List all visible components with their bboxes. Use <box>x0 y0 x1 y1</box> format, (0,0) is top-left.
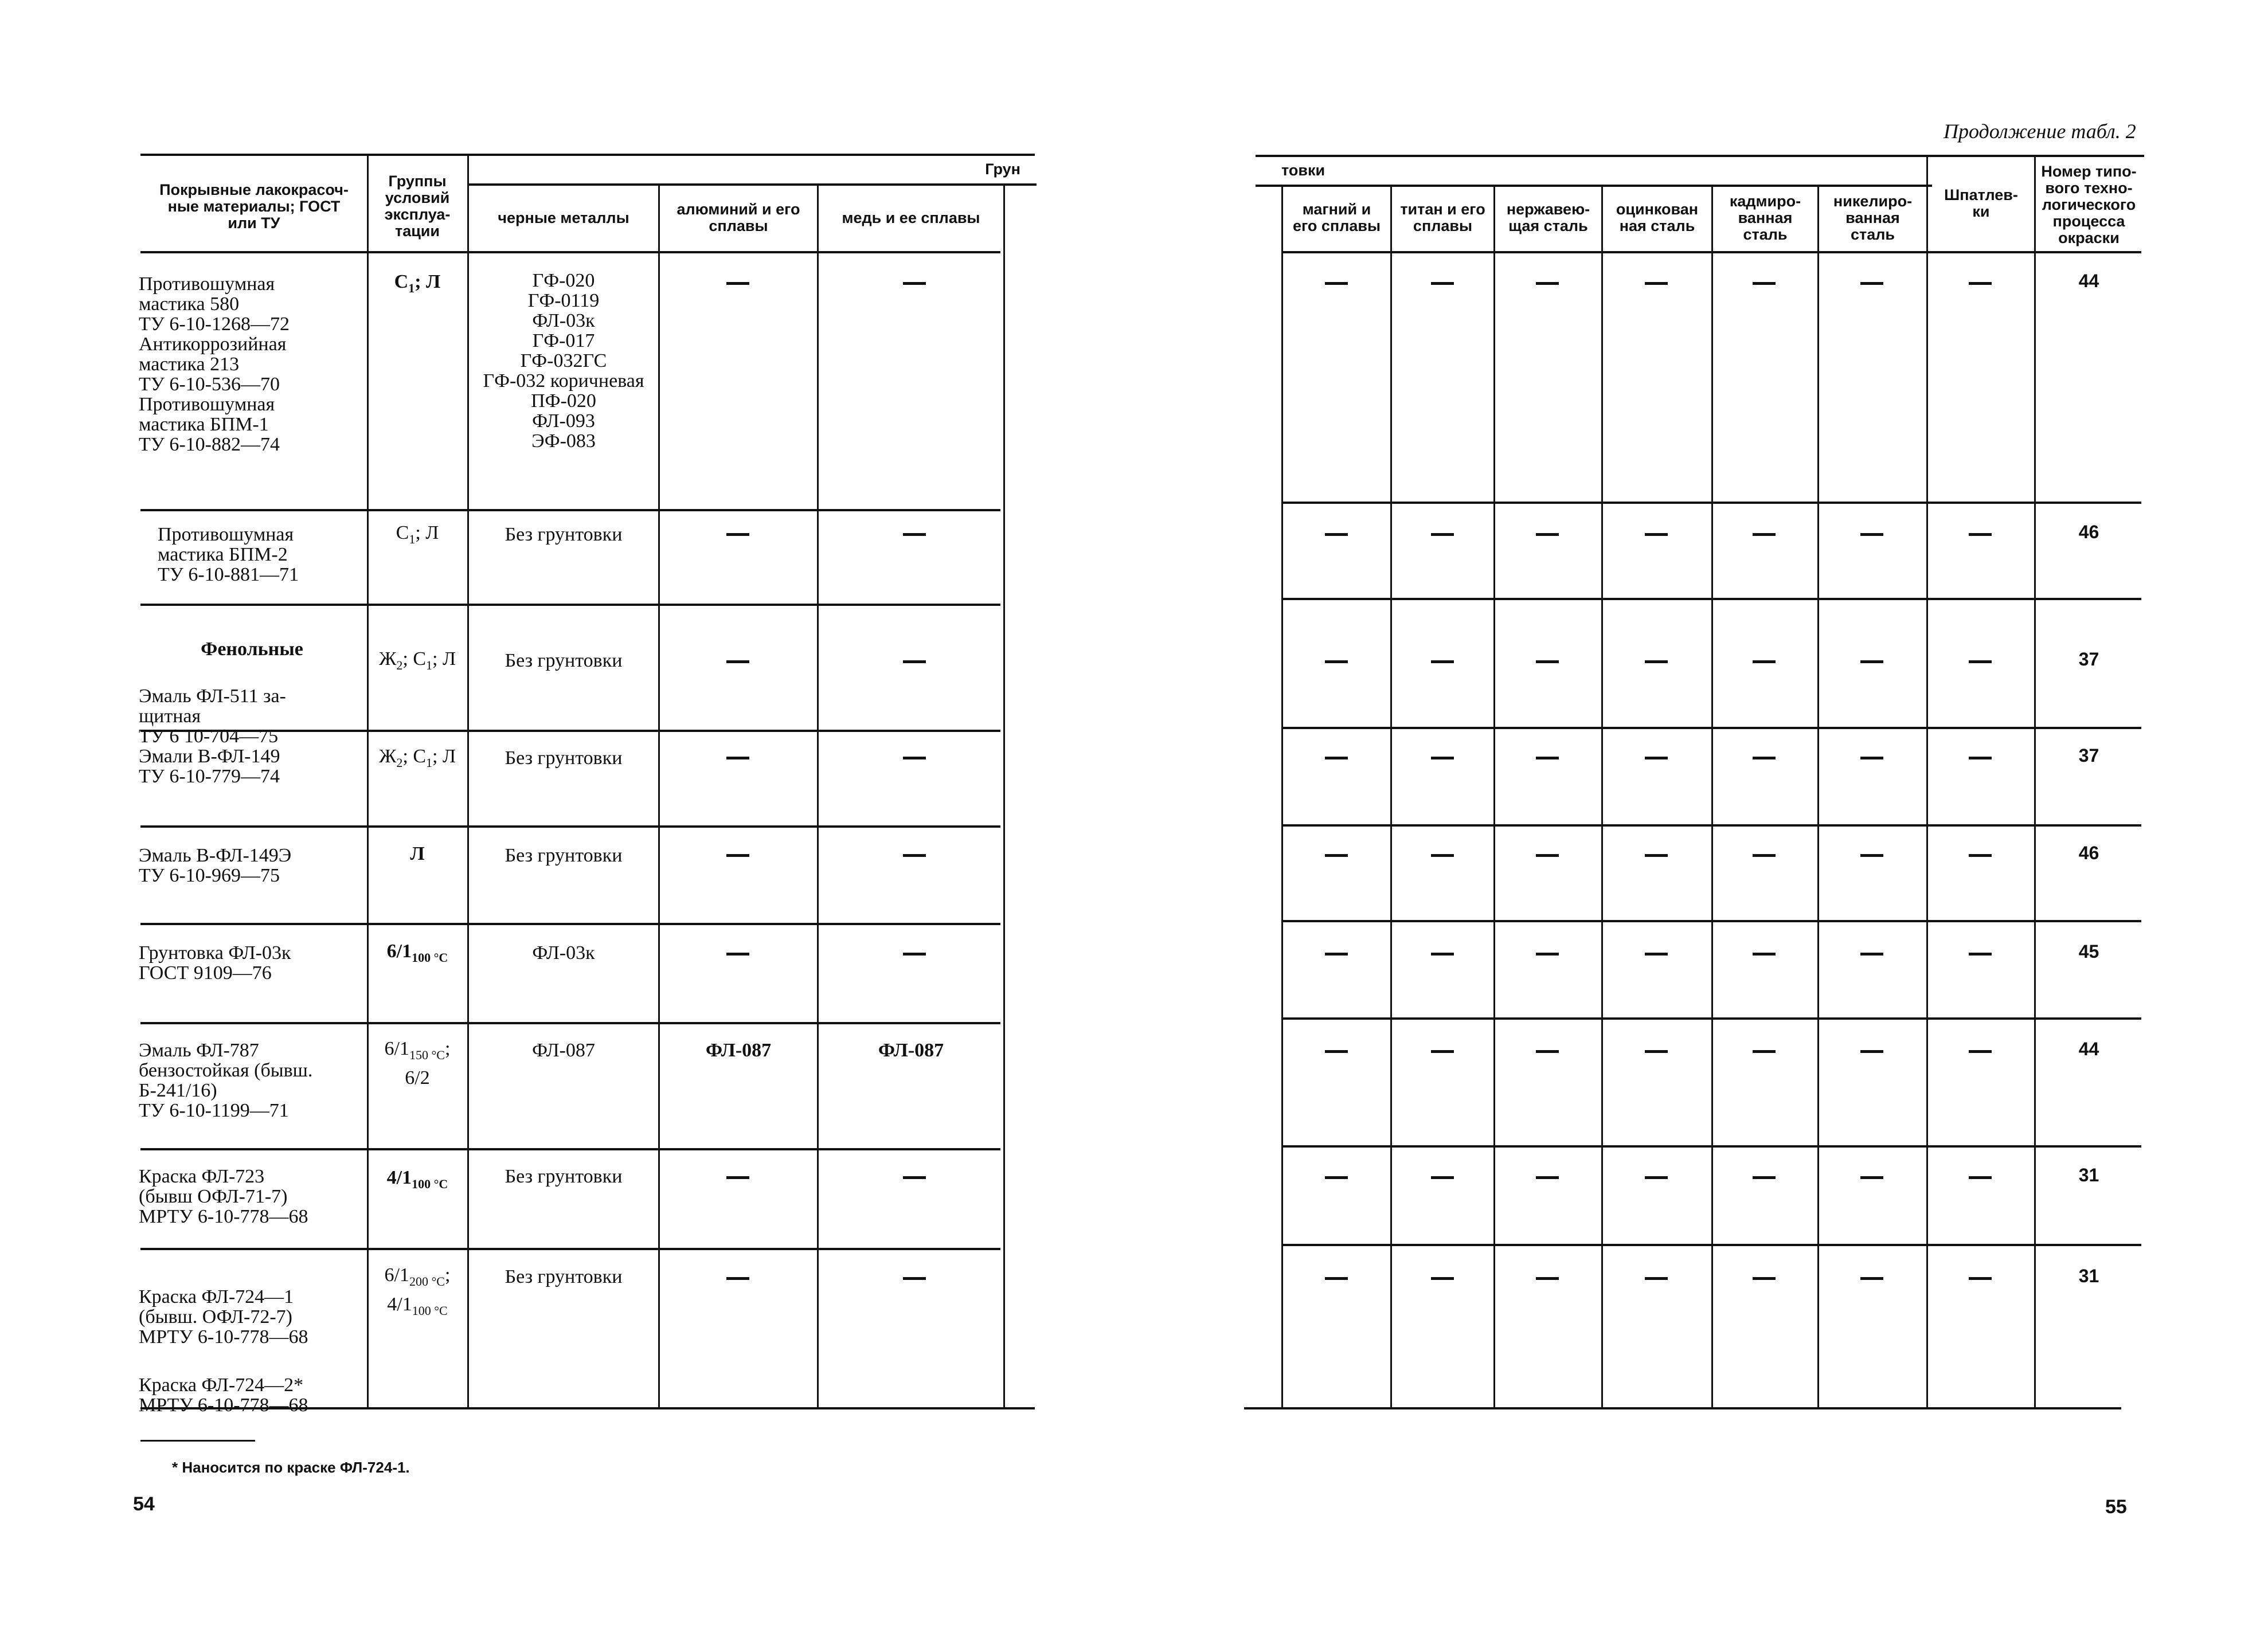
empty-dash <box>1325 1176 1348 1179</box>
material-text: Эмаль ФЛ-511 за- щитная ТУ 6 10-704—75 <box>139 686 286 747</box>
empty-dash <box>1860 757 1883 759</box>
right-top-rule <box>1256 155 2144 157</box>
empty-dash <box>1325 1277 1348 1280</box>
empty-dash <box>1325 533 1348 536</box>
process-number: 44 <box>2078 1039 2099 1059</box>
ferrous-cell: Без грунтовки <box>505 1266 623 1287</box>
left-header-bottom-rule <box>140 251 1000 253</box>
material-cell: Эмаль В-ФЛ-149Э ТУ 6-10-969—75 <box>139 845 292 886</box>
left-row-rule <box>140 1248 1000 1250</box>
copper-cell: ФЛ-087 <box>878 1040 944 1061</box>
empty-dash <box>1325 660 1348 663</box>
empty-dash <box>1536 854 1559 857</box>
group-cell: $C_1$; Л <box>394 271 441 295</box>
empty-dash <box>1431 953 1454 956</box>
aluminum-dash <box>726 953 749 956</box>
header-primer-right: товки <box>1281 161 1325 179</box>
empty-dash <box>1536 1050 1559 1053</box>
empty-dash <box>1325 854 1348 857</box>
empty-dash <box>1860 854 1883 857</box>
empty-dash <box>1860 1176 1883 1179</box>
group-cell: $6/1_{150 ^\circ C}$; 6/2 <box>384 1038 451 1088</box>
header-titanium: титан и его сплавы <box>1400 201 1485 234</box>
material-cell <box>139 1267 365 1415</box>
header-copper: медь и ее сплавы <box>842 209 980 226</box>
ferrous-cell: Без грунтовки <box>505 650 623 671</box>
empty-dash <box>1645 1176 1668 1179</box>
header-aluminum: алюминий и его сплавы <box>677 201 800 234</box>
group-cell: $C_1$; Л <box>396 522 439 546</box>
empty-dash <box>1645 282 1668 285</box>
empty-dash <box>1860 1277 1883 1280</box>
aluminum-dash <box>726 1176 749 1179</box>
material-text-2: Краска ФЛ-724—2* МРТУ 6-10-778—68 <box>139 1375 308 1416</box>
left-row-rule <box>140 923 1000 925</box>
empty-dash <box>1431 1277 1454 1280</box>
empty-dash <box>1753 1277 1776 1280</box>
copper-dash <box>903 757 926 759</box>
left-top-rule <box>140 154 1035 156</box>
empty-dash <box>1645 953 1668 956</box>
process-number: 37 <box>2078 745 2099 766</box>
empty-dash <box>1536 1277 1559 1280</box>
header-magnesium: магний и его сплавы <box>1292 201 1381 234</box>
empty-dash <box>1969 757 1992 759</box>
copper-dash <box>903 533 926 536</box>
left-col-divider <box>367 154 369 1407</box>
empty-dash <box>1431 1176 1454 1179</box>
empty-dash <box>1969 533 1992 536</box>
page-number-left: 54 <box>133 1493 155 1515</box>
group-cell: $4/1_{100 ^\circ C}$ <box>386 1167 448 1191</box>
section-title: Фенольные <box>201 639 303 660</box>
empty-dash <box>1536 757 1559 759</box>
right-col-divider <box>1281 186 1283 1407</box>
aluminum-dash <box>726 282 749 285</box>
group-cell: $Ж_2$; $C_1$; Л <box>378 648 456 672</box>
header-ferrous: черные металлы <box>498 209 629 226</box>
empty-dash <box>1753 854 1776 857</box>
right-col-divider <box>1493 186 1495 1407</box>
empty-dash <box>1431 757 1454 759</box>
copper-dash <box>903 953 926 956</box>
material-cell: Эмаль ФЛ-787 бензостойкая (бывш. Б-241/16) ТУ 6-10-1199—71 <box>139 1040 313 1121</box>
right-subheader-rule <box>1256 185 1932 187</box>
process-number: 37 <box>2078 649 2099 669</box>
empty-dash <box>1969 282 1992 285</box>
material-cell: Противошумная мастика БПМ-2 ТУ 6-10-881—71 <box>158 524 299 585</box>
empty-dash <box>1536 282 1559 285</box>
header-nickel: никелиро- ванная сталь <box>1833 192 1913 243</box>
copper-dash <box>903 660 926 663</box>
ferrous-cell: ГФ-020 ГФ-0119 ФЛ-03к ГФ-017 ГФ-032ГС ГФ-032 коричневая ПФ-020 ФЛ-093 ЭФ-083 <box>483 270 644 452</box>
empty-dash <box>1753 282 1776 285</box>
group-cell: Л <box>410 843 425 864</box>
aluminum-dash <box>726 660 749 663</box>
process-number: 31 <box>2078 1165 2099 1185</box>
process-number: 46 <box>2078 522 2099 542</box>
left-row-rule <box>140 509 1000 511</box>
copper-dash <box>903 854 926 857</box>
process-number: 46 <box>2078 843 2099 863</box>
empty-dash <box>1969 953 1992 956</box>
header-cadmium: кадмиро- ванная сталь <box>1729 192 1801 243</box>
empty-dash <box>1860 533 1883 536</box>
ferrous-cell: Без грунтовки <box>505 747 623 769</box>
empty-dash <box>1325 282 1348 285</box>
group-cell: $6/1_{200 ^\circ C}$; $4/1_{100 ^\circ C}$ <box>384 1264 451 1318</box>
material-cell <box>139 619 365 746</box>
footnote: * Наносится по краске ФЛ-724-1. <box>172 1459 410 1476</box>
header-primer-left: Грун <box>985 160 1020 178</box>
header-stainless: нержавею- щая сталь <box>1506 201 1590 234</box>
empty-dash <box>1969 1176 1992 1179</box>
empty-dash <box>1969 1277 1992 1280</box>
ferrous-cell: ФЛ-087 <box>532 1040 595 1061</box>
empty-dash <box>1536 533 1559 536</box>
empty-dash <box>1969 660 1992 663</box>
header-putty: Шпатлев- ки <box>1944 186 2018 220</box>
ferrous-cell: ФЛ-03к <box>532 942 595 964</box>
ferrous-cell: Без грунтовки <box>505 524 623 545</box>
empty-dash <box>1645 660 1668 663</box>
right-col-divider <box>1390 186 1392 1407</box>
empty-dash <box>1645 533 1668 536</box>
empty-dash <box>1753 533 1776 536</box>
empty-dash <box>1860 660 1883 663</box>
empty-dash <box>1325 757 1348 759</box>
process-number: 31 <box>2078 1266 2099 1286</box>
group-cell: $Ж_2$; $C_1$; Л <box>378 746 456 770</box>
right-col-divider <box>1601 186 1603 1407</box>
empty-dash <box>1325 1050 1348 1053</box>
empty-dash <box>1860 1050 1883 1053</box>
empty-dash <box>1536 953 1559 956</box>
process-number: 44 <box>2078 271 2099 291</box>
empty-dash <box>1645 1277 1668 1280</box>
page-number-right: 55 <box>2105 1496 2127 1518</box>
right-col-divider <box>1817 186 1819 1407</box>
empty-dash <box>1753 953 1776 956</box>
empty-dash <box>1431 660 1454 663</box>
header-galvanized: оцинкован ная сталь <box>1616 201 1699 234</box>
ferrous-cell: Без грунтовки <box>505 1166 623 1187</box>
empty-dash <box>1431 854 1454 857</box>
material-cell: Грунтовка ФЛ-03к ГОСТ 9109—76 <box>139 942 291 984</box>
empty-dash <box>1860 953 1883 956</box>
left-col-divider <box>658 185 660 1407</box>
right-col-divider <box>1711 186 1713 1407</box>
footnote-rule <box>140 1440 255 1442</box>
header-material: Покрывные лакокрасоч- ные материалы; ГОСТ или ТУ <box>159 181 349 232</box>
empty-dash <box>1753 1050 1776 1053</box>
empty-dash <box>1753 757 1776 759</box>
left-row-rule <box>140 1022 1000 1024</box>
right-col-divider <box>2034 156 2036 1407</box>
left-row-rule <box>140 1148 1000 1150</box>
empty-dash <box>1645 854 1668 857</box>
empty-dash <box>1536 1176 1559 1179</box>
empty-dash <box>1431 533 1454 536</box>
empty-dash <box>1645 1050 1668 1053</box>
header-group-conditions: Группы условий эксплуа- тации <box>384 173 451 240</box>
empty-dash <box>1325 953 1348 956</box>
aluminum-dash <box>726 1277 749 1280</box>
left-subheader-rule <box>469 183 1037 186</box>
left-row-rule <box>140 604 1000 606</box>
material-text: Краска ФЛ-724—1 (бывш. ОФЛ-72-7) МРТУ 6-10-778—68 <box>139 1286 308 1348</box>
empty-dash <box>1431 1050 1454 1053</box>
empty-dash <box>1645 757 1668 759</box>
header-process: Номер типо- вого техно- логического процесса окраски <box>2041 162 2137 246</box>
copper-dash <box>903 1277 926 1280</box>
process-number: 45 <box>2078 941 2099 962</box>
continuation-caption: Продолжение табл. 2 <box>1944 120 2136 143</box>
right-col-divider <box>1926 156 1928 1407</box>
copper-dash <box>903 1176 926 1179</box>
copper-dash <box>903 282 926 285</box>
empty-dash <box>1753 1176 1776 1179</box>
aluminum-dash <box>726 533 749 536</box>
empty-dash <box>1969 854 1992 857</box>
aluminum-dash <box>726 757 749 759</box>
ferrous-cell: Без грунтовки <box>505 845 623 866</box>
material-cell: Краска ФЛ-723 (бывш ОФЛ-71-7) МРТУ 6-10-778—68 <box>139 1166 308 1227</box>
material-cell: Эмали В-ФЛ-149 ТУ 6-10-779—74 <box>139 746 280 787</box>
empty-dash <box>1969 1050 1992 1053</box>
empty-dash <box>1536 660 1559 663</box>
aluminum-cell: ФЛ-087 <box>705 1040 772 1061</box>
material-cell: Противошумная мастика 580 ТУ 6-10-1268—72 Антикоррозийная мастика 213 ТУ 6-10-536—70 Противошумная мастика БПМ-1 ТУ 6-10-882—74 <box>139 273 290 455</box>
left-col-divider <box>1003 185 1005 1407</box>
left-row-rule <box>140 825 1000 828</box>
left-col-divider <box>817 185 819 1407</box>
aluminum-dash <box>726 854 749 857</box>
right-table-bottom-rule <box>1244 1407 2121 1409</box>
group-cell: $6/1_{100 ^\circ C}$ <box>386 941 448 965</box>
empty-dash <box>1431 282 1454 285</box>
empty-dash <box>1753 660 1776 663</box>
empty-dash <box>1860 282 1883 285</box>
